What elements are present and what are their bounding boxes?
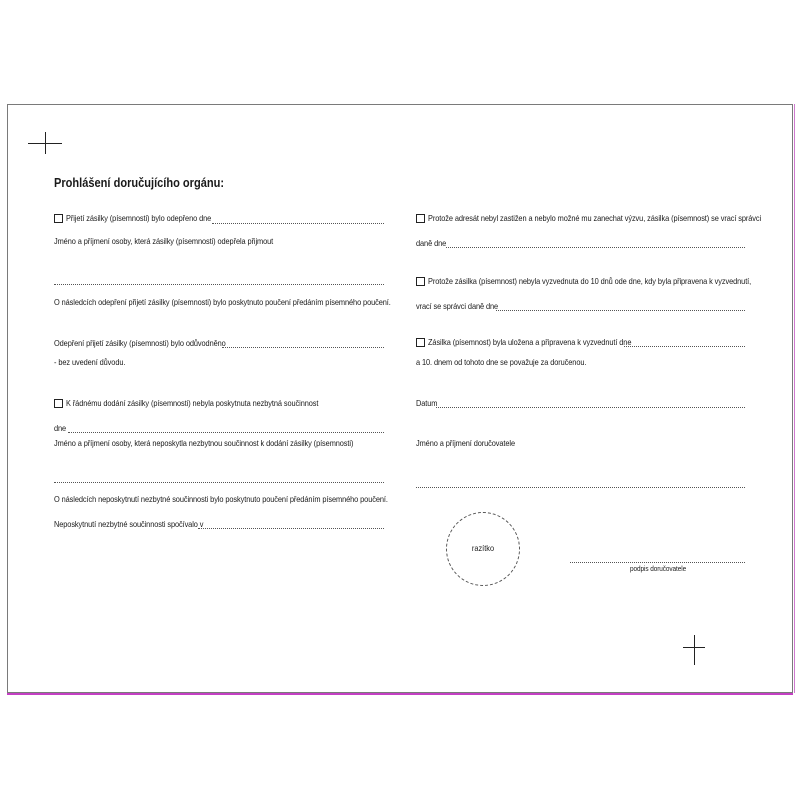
refused-label: Přijetí zásilky (písemnosti) bylo odepřeno dne — [66, 213, 212, 223]
no-cooperation-label: K řádnému dodání zásilky (písemnosti) nebyla poskytnuta nezbytná součinnost — [66, 398, 319, 408]
not-found-date-line[interactable] — [446, 247, 745, 248]
stored-checkbox[interactable] — [416, 338, 425, 347]
courier-name-label: Jméno a příjmení doručovatele — [416, 438, 515, 448]
date-line[interactable] — [436, 407, 745, 408]
courier-name-line[interactable] — [416, 487, 745, 488]
no-cooperation-date-line[interactable] — [68, 432, 384, 433]
not-collected-line1: Protože zásilka (písemnost) nebyla vyzvednuta do 10 dnů ode dne, kdy byla připravena k vyzvednutí, — [428, 276, 752, 286]
refused-notice: O následcích odepření přijetí zásilky (písemnosti) bylo poskytnuto poučení předáním písemného poučení. — [54, 297, 391, 307]
not-collected-date-line[interactable] — [496, 310, 745, 311]
no-cooperation-consisted-line[interactable] — [198, 528, 384, 529]
not-collected-line2: vrací se správci daně dne — [416, 301, 499, 311]
signature-label: podpis doručovatele — [630, 564, 687, 573]
stamp-circle — [446, 512, 520, 586]
refused-name-line[interactable] — [54, 284, 384, 285]
form-title: Prohlášení doručujícího orgánu: — [54, 175, 225, 190]
refused-justified-label: Odepření přijetí zásilky (písemnosti) bylo odůvodněno — [54, 338, 226, 348]
date-label: Datum — [416, 398, 438, 408]
no-cooperation-name-line[interactable] — [54, 482, 384, 483]
refused-checkbox[interactable] — [54, 214, 63, 223]
stored-date-line[interactable] — [624, 346, 745, 347]
stored-line2: a 10. dnem od tohoto dne se považuje za doručenou. — [416, 357, 587, 367]
not-found-line1: Protože adresát nebyl zastižen a nebylo možné mu zanechat výzvu, zásilka (písemnost) se vrací správci — [428, 213, 762, 223]
no-cooperation-name-label: Jméno a příjmení osoby, která neposkytla nezbytnou součinnost k dodání zásilky (písemnosti) — [54, 438, 354, 448]
no-cooperation-checkbox[interactable] — [54, 399, 63, 408]
not-found-checkbox[interactable] — [416, 214, 425, 223]
refused-no-reason: - bez uvedení důvodu. — [54, 357, 126, 367]
no-cooperation-notice: O následcích neposkytnutí nezbytné součinnosti bylo poskytnuto poučení předáním písemného poučení. — [54, 494, 388, 504]
stored-line1: Zásilka (písemnost) byla uložena a připravena k vyzvednutí dne — [428, 337, 632, 347]
no-cooperation-consisted-label: Neposkytnutí nezbytné součinnosti spočívalo v — [54, 519, 204, 529]
no-cooperation-date-label: dne — [54, 423, 67, 433]
refused-justified-line[interactable] — [222, 347, 384, 348]
stamp-label: razítko — [471, 543, 495, 553]
not-found-line2: daně dne — [416, 238, 447, 248]
refused-date-line[interactable] — [212, 223, 384, 224]
not-collected-checkbox[interactable] — [416, 277, 425, 286]
refused-name-label: Jméno a příjmení osoby, která zásilky (písemnosti) odepřela přijmout — [54, 236, 274, 246]
